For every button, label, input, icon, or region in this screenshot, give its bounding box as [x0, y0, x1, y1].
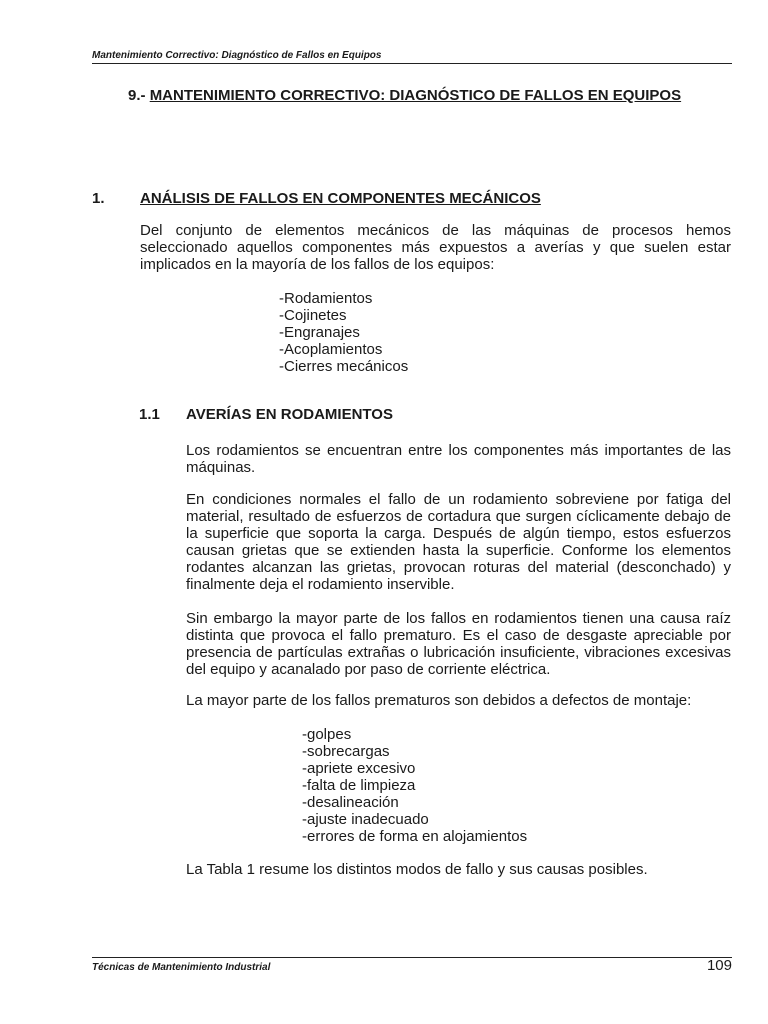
- chapter-title-text: MANTENIMIENTO CORRECTIVO: DIAGNÓSTICO DE FALLOS EN EQUIPOS: [149, 87, 682, 104]
- running-header: Mantenimiento Correctivo: Diagnóstico de Fallos en Equipos: [92, 50, 382, 61]
- mounting-defects-list: [302, 726, 527, 845]
- list-item: -Rodamientos: [279, 290, 373, 307]
- list-item: -Engranajes: [279, 324, 360, 341]
- closing-paragraph: La Tabla 1 resume los distintos modos de fallo y sus causas posibles.: [186, 861, 648, 878]
- list-item: -falta de limpieza: [302, 777, 416, 794]
- list-item: -Acoplamientos: [279, 341, 383, 358]
- chapter-title: [128, 87, 681, 104]
- list-item: -apriete excesivo: [302, 760, 416, 777]
- page-number: 109: [706, 957, 732, 974]
- paragraph: Sin embargo la mayor parte de los fallos en rodamientos tienen una causa raíz distinta que provoca el fallo prematuro. Es el caso de desgaste apreciable por presencia de partículas extrañas o lubricación insuficiente, vibraciones excesivas del equipo y acanalado por paso de corriente eléctrica.: [186, 610, 731, 678]
- section-title: ANÁLISIS DE FALLOS EN COMPONENTES MECÁNICOS: [140, 190, 541, 207]
- list-item: -Cojinetes: [279, 307, 347, 324]
- section-number: 1.: [92, 190, 105, 207]
- header-rule: [92, 63, 732, 64]
- paragraph: La mayor parte de los fallos prematuros son debidos a defectos de montaje:: [186, 692, 692, 709]
- paragraph: Los rodamientos se encuentran entre los componentes más importantes de las máquinas.: [186, 442, 731, 476]
- footer-rule: [92, 957, 732, 958]
- list-item: -golpes: [302, 726, 352, 743]
- list-item: -ajuste inadecuado: [302, 811, 429, 828]
- components-list: [279, 290, 408, 375]
- section-heading: [92, 190, 732, 207]
- subsection-heading: [139, 406, 393, 423]
- footer-book-title: Técnicas de Mantenimiento Industrial: [92, 962, 271, 973]
- paragraph: En condiciones normales el fallo de un rodamiento sobreviene por fatiga del material, resultado de esfuerzos de cortadura que surgen cíclicamente debajo de la superficie que soporta la carga. Después de algún tiempo, estos esfuerzos causan grietas que se extienden hasta la superficie. Conforme los elementos rodantes alcanzan las grietas, provocan roturas del material (desconchado) y finalmente deja el rodamiento inservible.: [186, 491, 731, 593]
- chapter-number: 9.-: [128, 87, 146, 104]
- section-intro-paragraph: Del conjunto de elementos mecánicos de las máquinas de procesos hemos seleccionado aquellos componentes más expuestos a averías y que suelen estar implicados en la mayoría de los fallos de los equipos:: [140, 222, 731, 273]
- subsection-number: 1.1: [139, 406, 160, 423]
- subsection-title: AVERÍAS EN RODAMIENTOS: [186, 406, 393, 423]
- list-item: -Cierres mecánicos: [279, 358, 409, 375]
- list-item: -desalineación: [302, 794, 399, 811]
- list-item: -errores de forma en alojamientos: [302, 828, 528, 845]
- list-item: -sobrecargas: [302, 743, 390, 760]
